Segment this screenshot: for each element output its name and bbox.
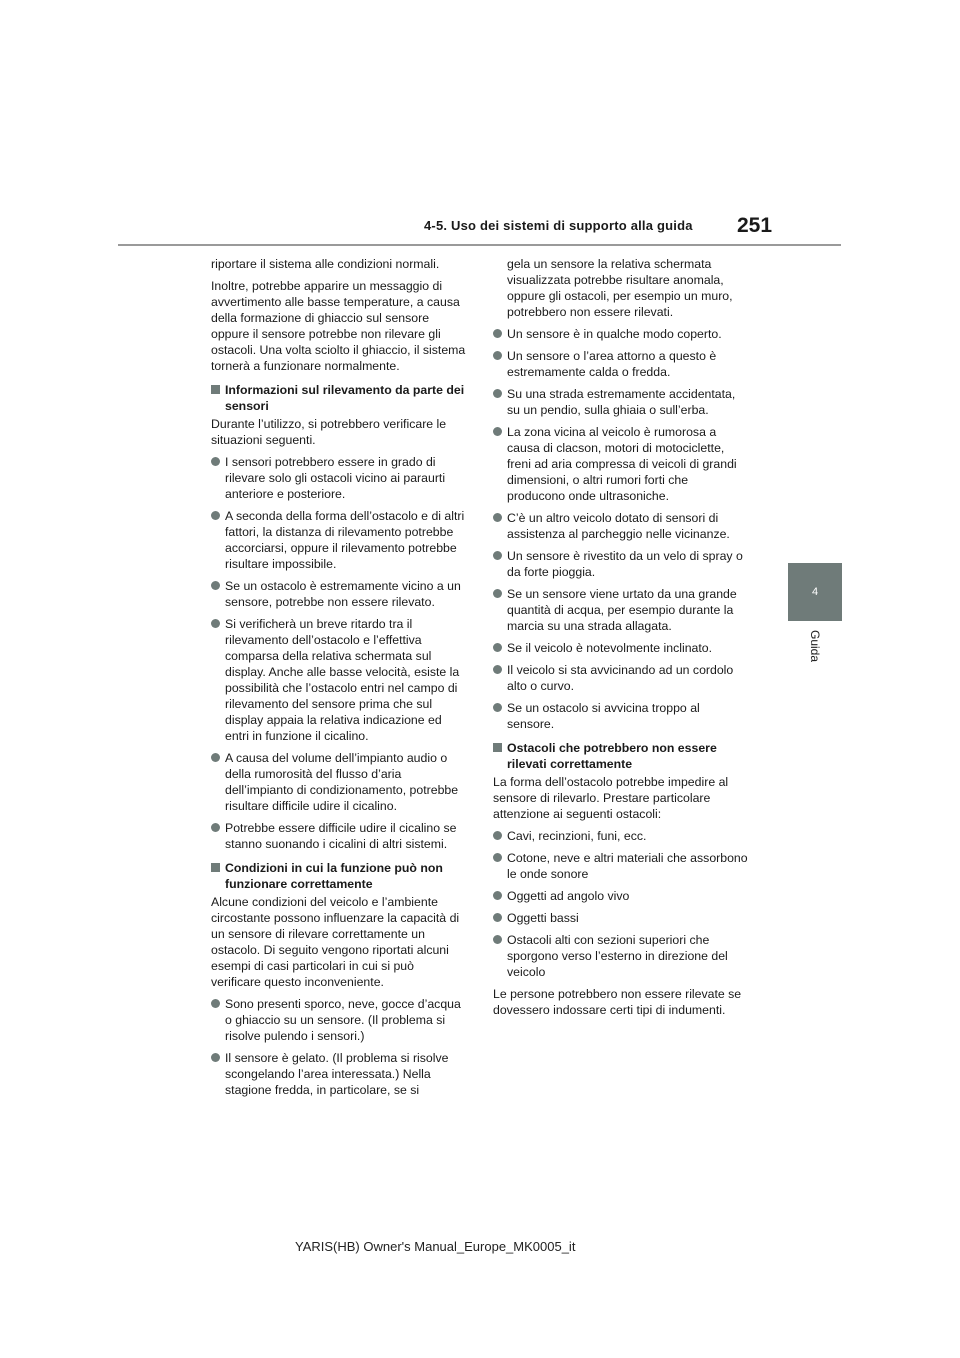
bullet-item — [493, 700, 748, 732]
bullet-dot-icon — [493, 513, 502, 522]
bullet-item — [493, 424, 748, 504]
bullet-dot-icon — [493, 891, 502, 900]
bullet-dot-icon — [493, 853, 502, 862]
bullet-text: Un sensore è in qualche modo coperto. — [507, 327, 722, 341]
paragraph: Durante l’utilizzo, si potrebbero verificare le situazioni seguenti. — [211, 417, 447, 447]
chapter-tab — [788, 563, 842, 621]
heading-text: Condizioni in cui la funzione può non funzionare correttamente — [225, 861, 443, 891]
bullet-dot-icon — [493, 643, 502, 652]
heading-text: Ostacoli che potrebbero non essere rilevati correttamente — [507, 741, 717, 771]
bullet-text: Se il veicolo è notevolmente inclinato. — [507, 641, 713, 655]
bullet-dot-icon — [493, 665, 502, 674]
bullet-dot-icon — [211, 511, 220, 520]
bullet-item — [211, 996, 466, 1044]
bullet-item — [211, 820, 466, 852]
bullet-item — [493, 586, 748, 634]
bullet-text: A seconda della forma dell’ostacolo e di altri fattori, la distanza di rilevamento potrebbe accorciarsi, oppure il rilevamento potrebbe risultare impossibile. — [225, 509, 465, 571]
bullet-item — [211, 454, 466, 502]
bullet-item — [493, 348, 748, 380]
bullet-dot-icon — [211, 1053, 220, 1062]
bullet-item — [493, 888, 748, 904]
bullet-text: I sensori potrebbero essere in grado di rilevare solo gli ostacoli vicino ai paraurti anteriore e posteriore. — [225, 455, 446, 501]
paragraph: Le persone potrebbero non essere rilevate se dovessero indossare certi tipi di indumenti. — [493, 987, 742, 1017]
right-column — [493, 256, 748, 1024]
paragraph: Alcune condizioni del veicolo e l’ambiente circostante possono influenzare la capacità di un sensore di rilevare correttamente un ostacolo. Di seguito vengono riportati alcuni esempi di casi particolari in cui si può verificare questo inconveniente. — [211, 895, 460, 989]
section-heading — [493, 740, 748, 772]
page-number: 251 — [737, 214, 773, 237]
bullet-text: Ostacoli alti con sezioni superiori che sporgono verso l’esterno in direzione del veicolo — [507, 933, 728, 979]
paragraph: La forma dell’ostacolo potrebbe impedire al sensore di rilevarlo. Prestare particolare attenzione ai seguenti ostacoli: — [493, 775, 729, 821]
bullet-item — [493, 828, 748, 844]
chapter-label: Guida — [808, 630, 822, 663]
bullet-text: Cotone, neve e altri materiali che assorbono le onde sonore — [507, 851, 748, 881]
heading-square-icon — [211, 863, 220, 872]
bullet-item — [211, 616, 466, 744]
bullet-item — [493, 510, 748, 542]
bullet-text: Oggetti bassi — [507, 911, 579, 925]
bullet-dot-icon — [493, 913, 502, 922]
bullet-dot-icon — [493, 831, 502, 840]
section-heading — [211, 382, 466, 414]
bullet-text: A causa del volume dell’impianto audio o della rumorosità del flusso d’aria dell’impianto di condizionamento, potrebbe risultare difficile udire il cicalino. — [225, 751, 459, 813]
bullet-dot-icon — [211, 753, 220, 762]
footer-manual-id: YARIS(HB) Owner's Manual_Europe_MK0005_it — [295, 1239, 576, 1254]
bullet-item — [493, 386, 748, 418]
bullet-item — [493, 662, 748, 694]
left-column — [211, 256, 466, 1104]
bullet-text: Un sensore o l’area attorno a questo è estremamente calda o fredda. — [507, 349, 717, 379]
paragraph: Inoltre, potrebbe apparire un messaggio di avvertimento alle basse temperature, a causa della formazione di ghiaccio sul sensore oppure il sensore potrebbe non rilevare gli ostacoli. Una volta sciolto il ghiaccio, il sistema tornerà a funzionare normalmente. — [211, 279, 466, 373]
bullet-item — [211, 750, 466, 814]
bullet-text: Oggetti ad angolo vivo — [507, 889, 630, 903]
bullet-dot-icon — [211, 999, 220, 1008]
bullet-dot-icon — [493, 329, 502, 338]
bullet-text: La zona vicina al veicolo è rumorosa a causa di clacson, motori di motociclette, freni ad aria compressa di veicoli di grandi dimensioni, o altri rumori forti che producono onde ultrasoniche. — [507, 425, 737, 503]
bullet-text: Il veicolo si sta avvicinando ad un cordolo alto o curvo. — [507, 663, 734, 693]
bullet-text: Si verificherà un breve ritardo tra il rilevamento dell’ostacolo e l’effettiva comparsa della relativa schermata sul display. Anche alle basse velocità, esiste la possibilità che l’ostacolo entri nel campo di rilevamento del sensore prima che sul display appaia la relativa indicazione ed entri in funzione il cicalino. — [225, 617, 460, 743]
bullet-item — [211, 508, 466, 572]
bullet-dot-icon — [211, 823, 220, 832]
bullet-item — [493, 850, 748, 882]
bullet-dot-icon — [493, 389, 502, 398]
bullet-item — [493, 910, 748, 926]
bullet-item — [211, 578, 466, 610]
bullet-dot-icon — [211, 457, 220, 466]
section-title: 4-5. Uso dei sistemi di supporto alla guida — [424, 218, 693, 233]
paragraph: riportare il sistema alle condizioni normali. — [211, 257, 440, 271]
bullet-item — [493, 640, 748, 656]
bullet-dot-icon — [493, 703, 502, 712]
chapter-number: 4 — [811, 586, 819, 598]
bullet-text: Potrebbe essere difficile udire il cicalino se stanno suonando i cicalini di altri sistemi. — [225, 821, 457, 851]
bullet-text: Il sensore è gelato. (Il problema si risolve scongelando l’area interessata.) Nella stagione fredda, in particolare, se si — [225, 1051, 449, 1097]
bullet-text: Se un ostacolo è estremamente vicino a un sensore, potrebbe non essere rilevato. — [225, 579, 461, 609]
heading-text: Informazioni sul rilevamento da parte dei sensori — [225, 383, 465, 413]
bullet-item — [493, 548, 748, 580]
heading-square-icon — [493, 743, 502, 752]
bullet-dot-icon — [493, 935, 502, 944]
bullet-item — [211, 1050, 466, 1098]
bullet-text: Un sensore è rivestito da un velo di spray o da forte pioggia. — [507, 549, 743, 579]
bullet-dot-icon — [493, 427, 502, 436]
paragraph: gela un sensore la relativa schermata visualizzata potrebbe risultare anomala, oppure gli ostacoli, per esempio un muro, potrebbero non essere rilevati. — [507, 257, 733, 319]
bullet-dot-icon — [211, 619, 220, 628]
bullet-text: Se un sensore viene urtato da una grande quantità di acqua, per esempio durante la marcia su una strada allagata. — [507, 587, 737, 633]
bullet-dot-icon — [493, 589, 502, 598]
bullet-text: Sono presenti sporco, neve, gocce d’acqua o ghiaccio su un sensore. (Il problema si risolve pulendo i sensori.) — [225, 997, 461, 1043]
bullet-item — [493, 932, 748, 980]
bullet-text: Su una strada estremamente accidentata, su un pendio, sulla ghiaia o sull’erba. — [507, 387, 736, 417]
bullet-text: C’è un altro veicolo dotato di sensori di assistenza al parcheggio nelle vicinanze. — [507, 511, 730, 541]
heading-square-icon — [211, 385, 220, 394]
bullet-item — [493, 326, 748, 342]
bullet-dot-icon — [493, 351, 502, 360]
bullet-text: Se un ostacolo si avvicina troppo al sensore. — [507, 701, 700, 731]
section-heading — [211, 860, 466, 892]
bullet-dot-icon — [211, 581, 220, 590]
header-divider — [118, 244, 841, 246]
bullet-dot-icon — [493, 551, 502, 560]
bullet-text: Cavi, recinzioni, funi, ecc. — [507, 829, 647, 843]
